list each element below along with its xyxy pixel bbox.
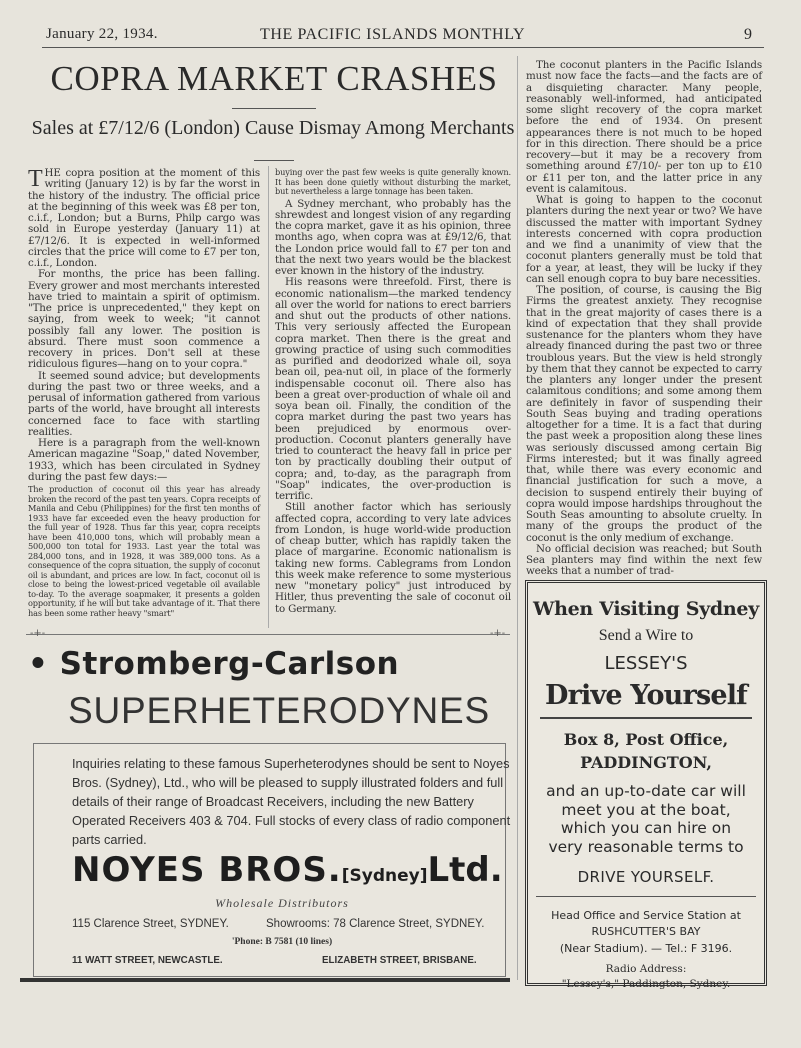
header-page-number: 9 (744, 26, 753, 43)
drive-yourself-heading: Drive Yourself (544, 680, 747, 711)
subheadline-divider (254, 160, 294, 161)
footer-divider (536, 896, 756, 897)
heading-underline (540, 717, 752, 719)
article-column-3 (526, 60, 762, 578)
noyes-address-brisbane: ELIZABETH STREET, BRISBANE. (322, 955, 477, 966)
ornament-right: -+- (490, 628, 506, 639)
lessey-paddington: PADDINGTON, (580, 753, 712, 772)
article-headline: COPRA MARKET CRASHES (50, 59, 498, 98)
lessey-head-office: Head Office and Service Station at (551, 909, 741, 922)
stromberg-brand-text: Stromberg-Carlson (59, 646, 400, 682)
headline-divider (232, 108, 316, 109)
column-divider (517, 56, 518, 980)
lessey-name: LESSEY'S (604, 653, 688, 674)
paragraph: HE copra position at the moment of this writing (January 12) is by far the worst in the history of the industry. The official price at the beginning of this week was £8 per ton, c.i.f., London; but a Burns, Philp cargo was sold in Europe yesterday (January 11) at £7/12/6. It is expected in well-informed circles that the price will come to £7 per ton, c.i.f., London. (28, 167, 260, 269)
paragraph: For months, the price has been falling. Every grower and most merchants interested have tried to maintain a spirit of optimism. "The price is unprecedented," they kept on saying, from week to week; "it cannot possibly fall any lower. The position is absurd. There must soon commence a recovery in prices. Don't sell at these ridiculous figures—hang on to your copra." (28, 268, 260, 371)
bottom-heavy-rule (20, 978, 510, 982)
paragraph: The position, of course, is causing the Big Firms the greatest anxiety. They recognise that in the great majority of cases there is a kind of expectation that they shall provide sustenance for the planters whom they have already financed during the past two or three troublous years. But the view is held strongly by them that they cannot be expected to carry the planters any longer under the present calamitous conditions; and some among them are definitely in favor of suspending their South Seas buying and trading operations altogether for a time. It is a fact that during the past week a proposition along these lines was seriously discussed among certain Big Firms interested; but it was finally agreed that, while there was every economic and financial justification for such a move, a decision to suspend entirely their buying of copra would impose hardships throughout the South Seas amounting to absolute cruelty. In many of the groups the product of the coconut is the only medium of exchange. (526, 284, 762, 544)
stromberg-brand (28, 646, 399, 682)
header-date: January 22, 1934. (46, 26, 158, 42)
stromberg-ad-body: Inquiries relating to these famous Superheterodynes should be sent to Noyes Bros. (Sydney), Ltd., who will be pleased to supply illustrated folders and full details of their range of Broadcast Receivers, including the new Battery Operated Receivers 403 & 704. Full stocks of every class of radio component parts carried. (72, 756, 511, 847)
noyes-bros-sydney: [Sydney] (341, 866, 428, 886)
wholesale-distributors: Wholesale Distributors (215, 896, 349, 910)
noyes-address-newcastle: 11 WATT STREET, NEWCASTLE. (72, 955, 223, 966)
article-subheadline: Sales at £7/12/6 (London) Cause Dismay Among Merchants (31, 117, 515, 139)
lessey-radio-address: "Lessey's," Paddington, Sydney. (561, 978, 731, 990)
bullet-icon: • (28, 646, 49, 682)
lessey-line-visiting-sydney: When Visiting Sydney (533, 598, 759, 620)
header-rule (42, 47, 764, 48)
section-ornament-rule (26, 634, 510, 635)
noyes-bros-name: NOYES BROS. (72, 850, 342, 890)
paragraph: Still another factor which has seriously affected copra, according to very late advices from London, is huge world-wide production of cheap butter, which has rapidly taken the place of margarine. Economic nationalism is taking new forms. Cablegrams from London this week make reference to some mysterious new "monetary policy" just introduced by Hitler, thus preventing the sale of coconut oil to Germany. (275, 501, 511, 615)
noyes-bros-ltd: Ltd. (427, 850, 503, 890)
ornament-left: -+- (30, 628, 46, 639)
noyes-bros-logo (72, 850, 503, 890)
noyes-phone: 'Phone: B 7581 (10 lines) (231, 937, 333, 947)
lessey-ad-box (525, 580, 767, 990)
noyes-address-sydney: 115 Clarence Street, SYDNEY. (72, 918, 229, 930)
drive-yourself-footer: DRIVE YOURSELF. (577, 868, 715, 886)
lessey-rushcutters-bay: RUSHCUTTER'S BAY (591, 925, 701, 938)
quoted-paragraph: The production of coconut oil this year has already broken the record of the past ten years. Copra receipts of Manila and Cebu (Philippines) for the first ten months of 1933 have far exceeded even the heavy production for the full year of 1928. Thus far this year, copra receipts have been 410,000 tons, which will probably mean a 500,000 ton total for 1933. Last year the total was 284,000 tons, and in 1928, it was 389,000 tons. As a consequence of the copra situation, the supply of coconut oil is abundant, and prices are low. In fact, coconut oil is close to being the lowest-priced vegetable oil available to-day. To the average soapmaker, it presents a golden opportunity, if he will but take advantage of it. That there has been some rather heavy "smart" (28, 484, 260, 618)
lessey-box-address: Box 8, Post Office, (563, 730, 729, 749)
paragraph: No official decision was reached; but South Sea planters may find within the next few weeks that a number of trad- (526, 542, 762, 578)
paragraph: A Sydney merchant, who probably has the shrewdest and longest vision of any regarding the copra market, gave it as his opinion, three months ago, when copra was at £9/12/6, that the London price would fall to £7 per ton and that the next two years would be the blackest ever known in the history of the industry. (275, 197, 511, 277)
article-column-2 (275, 168, 511, 615)
article-column-1 (28, 168, 260, 620)
paragraph: What is going to happen to the coconut planters during the next year or two? We have discussed the matter with important Sydney interests concerned with copra production and we find a unanimity of view that the coconut planters generally must be told that for a year, at least, they will be lucky if they can sell enough copra to buy bare necessities. (526, 194, 763, 285)
drop-cap: T (28, 166, 43, 192)
paragraph: His reasons were threefold. First, there is economic nationalism—the marked tendency all over the world for nations to erect barriers and shut out the products of other nations. This very seriously affected the European copra market. Then there is the great and growing practice of using such commodities as purified and deodorized whale oil, soya bean oil, pea-nut oil, in place of the formerly indispensable coconut oil. There also has been a great over-production of whale oil and soya bean oil. Finally, the condition of the copra market during the past two years has been prejudiced by enormous over-production. Coconut planters generally have tried to counteract the heavy fall in price per ton by practically doubling their output of copra; and, to-day, as the paragraph from "Soap" indicates, the over-production is terrific. (275, 276, 511, 502)
lessey-service-text: and an up-to-date car will meet you at the boat, which you can hire on very reasonable terms to (546, 782, 746, 856)
lessey-telephone: (Near Stadium). — Tel.: F 3196. (559, 942, 733, 955)
lessey-radio-address-label: Radio Address: (605, 963, 687, 975)
header-magazine-title: THE PACIFIC ISLANDS MONTHLY (260, 26, 526, 43)
superheterodynes-title: SUPERHETERODYNES (68, 690, 490, 731)
paragraph: Here is a paragraph from the well-known American magazine "Soap," dated November, 1933, which has been circulated in Sydney during the past few days:— (28, 437, 260, 483)
paragraph: It seemed sound advice; but developments during the past two or three weeks, and a perusal of information gathered from various parts of the world, have brought all interests concerned face to face with startling realities. (28, 369, 260, 438)
noyes-showrooms: Showrooms: 78 Clarence Street, SYDNEY. (266, 918, 485, 930)
lessey-line-send-wire: Send a Wire to (598, 627, 694, 644)
paragraph: The coconut planters in the Pacific Islands must now face the facts—and the facts are of a disquieting character. Many people, reasonably well-informed, had anticipated some slight recovery of the copra market before the end of 1934. On present appearances there is not much to be hoped for in this direction. There should be a price recovery—but it may be a recovery from something around £7/10/- per ton up to £10 or £11 per ton, and the latter price in any event is calamitous. (526, 59, 762, 195)
quoted-paragraph-continued: buying over the past few weeks is quite generally known. It has been done quietly without disturbing the market, but nevertheless a large tonnage has been taken. (275, 167, 511, 196)
column-divider (268, 166, 269, 628)
